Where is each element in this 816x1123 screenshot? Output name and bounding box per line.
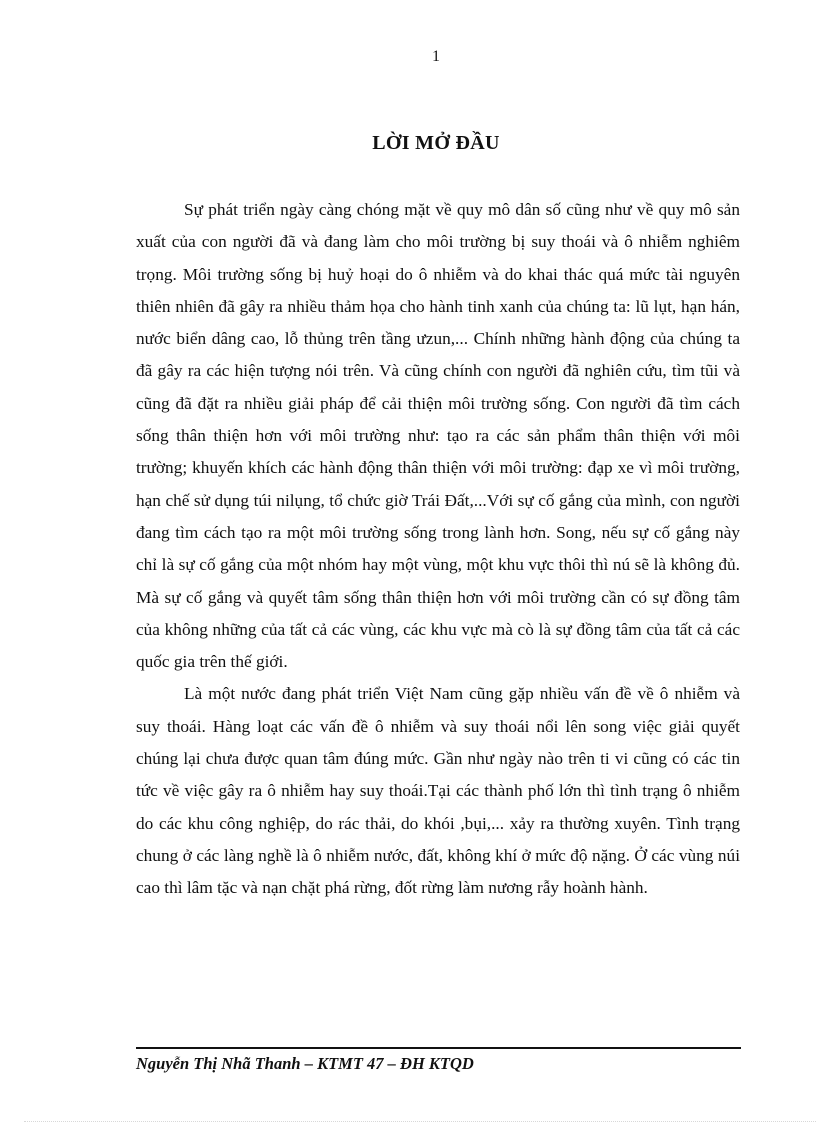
- footer-author-line: Nguyễn Thị Nhã Thanh – KTMT 47 – ĐH KTQD: [136, 1054, 474, 1073]
- page-bottom-edge: [24, 1121, 816, 1122]
- body-text: [136, 194, 740, 905]
- document-title: LỜI MỞ ĐẦU: [372, 132, 500, 154]
- page-number: 1: [432, 48, 440, 65]
- paragraph-2: Là một nước đang phát triển Việt Nam cũng gặp nhiều vấn đề về ô nhiễm và suy thoái. Hàng loạt các vấn đề ô nhiễm và suy thoái nổi lên song việc giải quyết chúng lại chưa được quan tâm đúng mức. Gần như ngày nào trên ti vi cũng có các tin tức về việc gây ra ô nhiễm hay suy thoái.Tại các thành phố lớn thì tình trạng ô nhiễm do các khu công nghiệp, do rác thải, do khói ,bụi,... xảy ra thường xuyên. Tình trạng chung ở các làng nghề là ô nhiễm nước, đất, không khí ở mức độ nặng. Ở các vùng núi cao thì lâm tặc và nạn chặt phá rừng, đốt rừng làm nương rẫy hoành hành.: [136, 684, 740, 898]
- footer-divider: [136, 1047, 741, 1049]
- paragraph-1: Sự phát triển ngày càng chóng mặt về quy mô dân số cũng như về quy mô sản xuất của con người đã và đang làm cho môi trường bị suy thoái và ô nhiễm nghiêm trọng. Môi trường sống bị huỷ hoại do ô nhiễm và do khai thác quá mức tài nguyên thiên nhiên đã gây ra nhiều thảm họa cho hành tinh xanh của chúng ta: lũ lụt, hạn hán, nước biển dâng cao, lỗ thủng trên tầng ưzun,... Chính những hành động của chúng ta đã gây ra các hiện tượng nói trên. Và cũng chính con người đã nghiên cứu, tìm tũi và cũng đã đặt ra nhiều giải pháp để cải thiện môi trường sống. Con người đã tìm cách sống thân thiện hơn với môi trường như: tạo ra các sản phẩm thân thiện với môi trường; khuyến khích các hành động thân thiện với môi trường: đạp xe vì môi trường, hạn chế sử dụng túi nilụng, tổ chức giờ Trái Đất,...Với sự cố gắng của mình, con người đang tìm cách tạo ra một môi trường sống trong lành hơn. Song, nếu sự cố gắng này chỉ là sự cố gắng của một nhóm hay một vùng, một khu vực thôi thì nú sẽ là không đủ. Mà sự cố gắng và quyết tâm sống thân thiện hơn với môi trường cần có sự đồng tâm của không những của tất cả các vùng, các khu vực mà cò là sự đồng tâm của tất cả các quốc gia trên thế giới.: [136, 200, 740, 672]
